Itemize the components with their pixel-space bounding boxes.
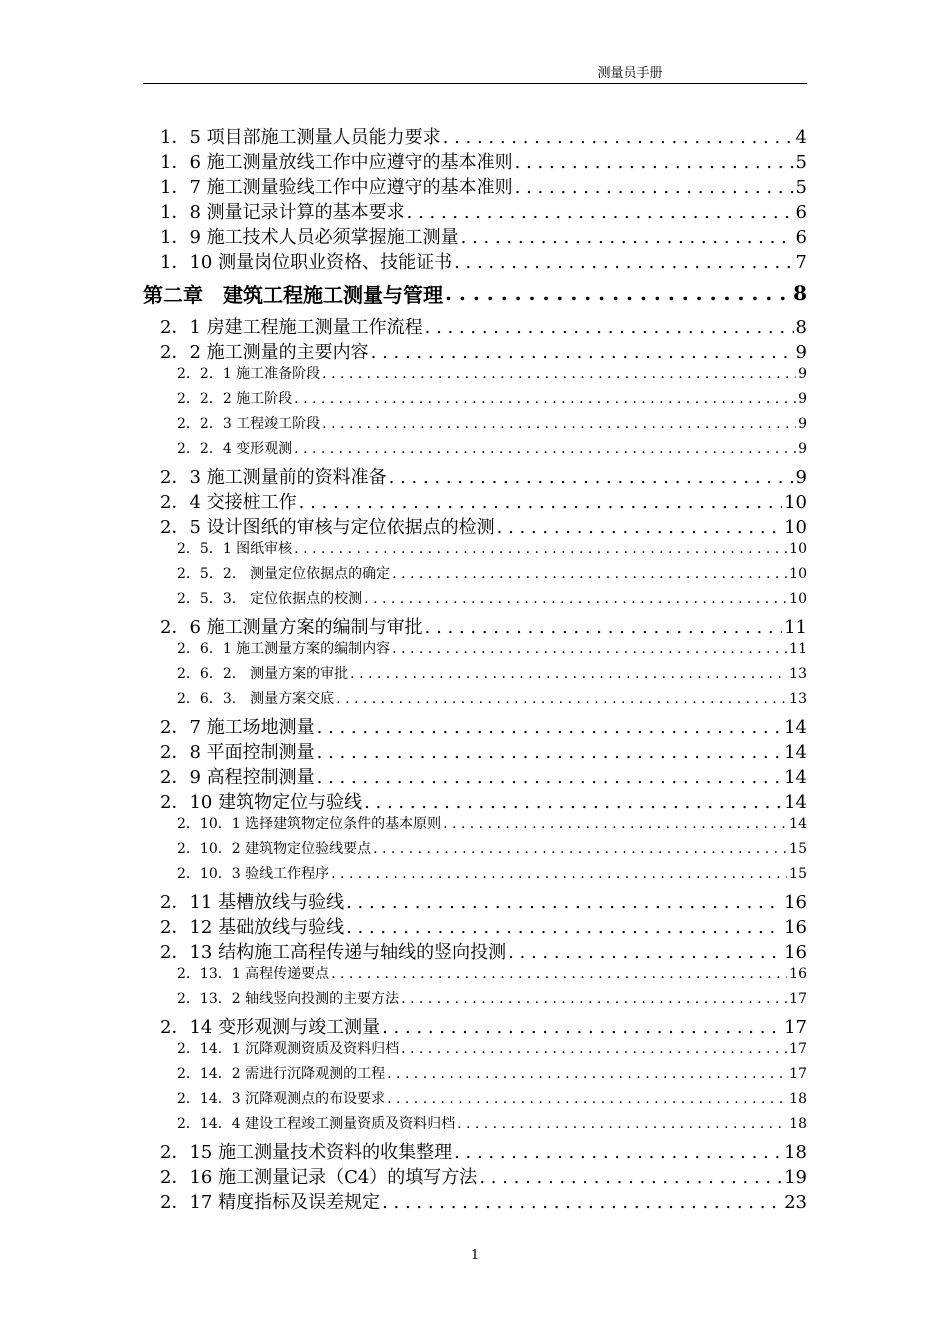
toc-entry-title: 2．6．3. 测量方案交底 xyxy=(177,691,335,707)
toc-entry-title: 1．10 测量岗位职业资格、技能证书 xyxy=(160,252,453,273)
toc-entry[interactable] xyxy=(143,663,807,688)
toc-entry-title: 2．5 设计图纸的审核与定位依据点的检测 xyxy=(160,517,495,538)
page-number: 1 xyxy=(470,1248,480,1263)
toc-dot-leader xyxy=(508,942,782,963)
toc-entry-page: 15 xyxy=(789,841,807,857)
toc-entry-title: 1．6 施工测量放线工作中应遵守的基本准则 xyxy=(160,152,513,173)
toc-entry[interactable] xyxy=(143,1088,807,1113)
toc-dot-leader xyxy=(382,1192,782,1213)
toc-entry-page: 11 xyxy=(784,617,807,638)
toc-entry[interactable] xyxy=(143,838,807,863)
toc-entry-page: 10 xyxy=(784,492,807,513)
toc-entry[interactable] xyxy=(143,463,807,488)
toc-entry-page: 8 xyxy=(793,281,807,305)
toc-entry[interactable] xyxy=(143,713,807,738)
toc-entry-page: 23 xyxy=(784,1192,807,1213)
toc-dot-leader xyxy=(454,1142,782,1163)
toc-entry-page: 6 xyxy=(795,227,807,248)
toc-entry[interactable] xyxy=(143,813,807,838)
toc-dot-leader xyxy=(346,892,782,913)
toc-entry-title: 2．5．3. 定位依据点的校测 xyxy=(177,591,363,607)
toc-entry-page: 17 xyxy=(789,991,807,1007)
toc-entry-title: 2．14．3 沉降观测点的布设要求 xyxy=(177,1091,386,1107)
toc-entry-title: 2．14．1 沉降观测资质及资料归档 xyxy=(177,1041,400,1057)
toc-entry[interactable] xyxy=(143,198,807,223)
toc-entry-page: 16 xyxy=(784,917,807,938)
toc-dot-leader xyxy=(401,1041,787,1057)
toc-entry-title: 2．2．3 工程竣工阶段 xyxy=(177,416,321,432)
toc-entry[interactable] xyxy=(143,913,807,938)
toc-entry[interactable] xyxy=(143,148,807,173)
toc-entry[interactable] xyxy=(143,248,807,273)
toc-entry-page: 14 xyxy=(789,816,807,832)
toc-entry-title: 2．2．2 施工阶段 xyxy=(177,391,293,407)
toc-dot-leader xyxy=(392,641,787,657)
toc-dot-leader xyxy=(425,617,782,638)
toc-dot-leader xyxy=(443,127,794,148)
toc-entry-title: 2．16 施工测量记录（C4）的填写方法 xyxy=(160,1167,478,1188)
toc-dot-leader xyxy=(317,717,782,738)
toc-entry[interactable] xyxy=(143,1163,807,1188)
toc-dot-leader xyxy=(457,1116,787,1132)
toc-entry[interactable] xyxy=(143,1038,807,1063)
toc-entry[interactable] xyxy=(143,1188,807,1213)
toc-entry-page: 4 xyxy=(795,127,807,148)
toc-entry-title: 2．10．2 建筑物定位验线要点 xyxy=(177,841,372,857)
toc-dot-leader xyxy=(364,792,782,813)
toc-entry-title: 2．13．1 高程传递要点 xyxy=(177,966,330,982)
toc-entry-title: 2．6．2. 测量方案的审批 xyxy=(177,666,349,682)
toc-entry[interactable] xyxy=(143,223,807,248)
toc-entry[interactable] xyxy=(143,888,807,913)
toc-entry-page: 5 xyxy=(795,177,807,198)
toc-entry-page: 18 xyxy=(789,1091,807,1107)
toc-entry[interactable] xyxy=(143,863,807,888)
toc-dot-leader xyxy=(461,227,794,248)
toc-entry[interactable] xyxy=(143,563,807,588)
toc-entry[interactable] xyxy=(143,438,807,463)
table-of-contents xyxy=(143,123,807,1213)
toc-dot-leader xyxy=(392,566,787,582)
toc-entry-title: 2．5．1 图纸审核 xyxy=(177,541,293,557)
toc-entry[interactable] xyxy=(143,688,807,713)
toc-entry-title: 2．14 变形观测与竣工测量 xyxy=(160,1017,381,1038)
toc-entry[interactable] xyxy=(143,1013,807,1038)
toc-dot-leader xyxy=(371,342,794,363)
toc-entry-title: 2．3 施工测量前的资料准备 xyxy=(160,467,387,488)
toc-dot-leader xyxy=(322,366,796,382)
toc-dot-leader xyxy=(515,152,794,173)
toc-entry-title: 2．10．3 验线工作程序 xyxy=(177,866,330,882)
toc-entry-page: 13 xyxy=(789,666,807,682)
toc-entry[interactable] xyxy=(143,638,807,663)
toc-dot-leader xyxy=(331,866,787,882)
toc-entry-title: 1．7 施工测量验线工作中应遵守的基本准则 xyxy=(160,177,513,198)
toc-entry-page: 7 xyxy=(795,252,807,273)
toc-entry-title: 2．2 施工测量的主要内容 xyxy=(160,342,369,363)
toc-entry[interactable] xyxy=(143,988,807,1013)
toc-entry-title: 1．5 项目部施工测量人员能力要求 xyxy=(160,127,441,148)
toc-dot-leader xyxy=(294,441,796,457)
toc-dot-leader xyxy=(350,666,787,682)
toc-entry-page: 10 xyxy=(784,517,807,538)
toc-entry-page: 18 xyxy=(784,1142,807,1163)
toc-entry-title: 2．6 施工测量方案的编制与审批 xyxy=(160,617,423,638)
toc-entry-page: 6 xyxy=(795,202,807,223)
toc-entry[interactable] xyxy=(143,1113,807,1138)
toc-entry-page: 14 xyxy=(784,742,807,763)
toc-entry-page: 19 xyxy=(784,1167,807,1188)
toc-dot-leader xyxy=(331,966,787,982)
toc-dot-leader xyxy=(401,991,787,1007)
toc-entry-page: 5 xyxy=(795,152,807,173)
toc-entry-page: 14 xyxy=(784,792,807,813)
toc-dot-leader xyxy=(387,1066,787,1082)
toc-entry[interactable] xyxy=(143,273,807,313)
toc-entry-page: 9 xyxy=(795,467,807,488)
toc-entry[interactable] xyxy=(143,738,807,763)
toc-entry-title: 2．7 施工场地测量 xyxy=(160,717,315,738)
toc-dot-leader xyxy=(294,391,796,407)
toc-entry-title: 2．5．2. 测量定位依据点的确定 xyxy=(177,566,391,582)
toc-entry[interactable] xyxy=(143,338,807,363)
toc-entry-title: 2．1 房建工程施工测量工作流程 xyxy=(160,317,423,338)
toc-entry[interactable] xyxy=(143,173,807,198)
toc-entry-title: 2．13 结构施工高程传递与轴线的竖向投测 xyxy=(160,942,507,963)
toc-entry-title: 2．13．2 轴线竖向投测的主要方法 xyxy=(177,991,400,1007)
toc-entry-page: 14 xyxy=(784,717,807,738)
toc-entry[interactable] xyxy=(143,788,807,813)
toc-entry[interactable] xyxy=(143,488,807,513)
toc-dot-leader xyxy=(346,917,782,938)
toc-entry-page: 14 xyxy=(784,767,807,788)
toc-dot-leader xyxy=(294,541,787,557)
toc-entry[interactable] xyxy=(143,588,807,613)
toc-dot-leader xyxy=(515,177,794,198)
toc-dot-leader xyxy=(454,252,793,273)
toc-entry[interactable] xyxy=(143,1138,807,1163)
toc-entry-title: 2．14．2 需进行沉降观测的工程 xyxy=(177,1066,386,1082)
toc-entry-title: 2．15 施工测量技术资料的收集整理 xyxy=(160,1142,453,1163)
toc-dot-leader xyxy=(407,202,794,223)
toc-dot-leader xyxy=(317,767,782,788)
toc-entry-page: 10 xyxy=(789,566,807,582)
toc-dot-leader xyxy=(443,816,787,832)
toc-entry-title: 2．8 平面控制测量 xyxy=(160,742,315,763)
toc-entry[interactable] xyxy=(143,313,807,338)
toc-entry-page: 17 xyxy=(784,1017,807,1038)
toc-dot-leader xyxy=(425,317,794,338)
toc-entry[interactable] xyxy=(143,388,807,413)
toc-entry-page: 16 xyxy=(784,892,807,913)
toc-dot-leader xyxy=(299,492,782,513)
toc-entry-page: 9 xyxy=(795,342,807,363)
toc-entry[interactable] xyxy=(143,123,807,148)
toc-entry-title: 2．11 基槽放线与验线 xyxy=(160,892,345,913)
toc-entry-title: 2．14．4 建设工程竣工测量资质及资料归档 xyxy=(177,1116,456,1132)
toc-entry-page: 18 xyxy=(789,1116,807,1132)
toc-dot-leader xyxy=(389,467,794,488)
running-header-title: 测量员手册 xyxy=(597,66,663,81)
toc-entry-page: 13 xyxy=(789,691,807,707)
toc-entry[interactable] xyxy=(143,513,807,538)
toc-dot-leader xyxy=(322,416,796,432)
toc-entry[interactable] xyxy=(143,938,807,963)
toc-dot-leader xyxy=(382,1017,782,1038)
toc-entry-title: 2．17 精度指标及误差规定 xyxy=(160,1192,381,1213)
toc-entry-title: 2．6．1 施工测量方案的编制内容 xyxy=(177,641,391,657)
toc-entry-page: 11 xyxy=(789,641,807,657)
toc-entry-title: 2．12 基础放线与验线 xyxy=(160,917,345,938)
toc-entry-title: 1．8 测量记录计算的基本要求 xyxy=(160,202,405,223)
toc-dot-leader xyxy=(479,1167,782,1188)
toc-entry-page: 17 xyxy=(789,1041,807,1057)
toc-entry-title: 2．9 高程控制测量 xyxy=(160,767,315,788)
toc-entry-page: 9 xyxy=(798,441,807,457)
toc-entry-page: 9 xyxy=(798,391,807,407)
toc-entry-title: 2．10．1 选择建筑物定位条件的基本原则 xyxy=(177,816,442,832)
toc-dot-leader xyxy=(373,841,787,857)
toc-entry-page: 10 xyxy=(789,541,807,557)
toc-entry-title: 2．10 建筑物定位与验线 xyxy=(160,792,363,813)
toc-entry-title: 2．2．4 变形观测 xyxy=(177,441,293,457)
toc-dot-leader xyxy=(387,1091,787,1107)
toc-entry[interactable] xyxy=(143,963,807,988)
toc-entry-page: 8 xyxy=(795,317,807,338)
toc-entry-page: 9 xyxy=(798,366,807,382)
header-rule xyxy=(143,83,807,84)
toc-entry-title: 第二章 建筑工程施工测量与管理 xyxy=(143,282,443,307)
toc-dot-leader xyxy=(497,517,782,538)
toc-entry-page: 10 xyxy=(789,591,807,607)
toc-entry-title: 2．2．1 施工准备阶段 xyxy=(177,366,321,382)
toc-entry[interactable] xyxy=(143,613,807,638)
toc-entry-title: 2．4 交接桩工作 xyxy=(160,492,297,513)
toc-entry-page: 17 xyxy=(789,1066,807,1082)
toc-entry[interactable] xyxy=(143,763,807,788)
toc-entry[interactable] xyxy=(143,1063,807,1088)
toc-entry-page: 16 xyxy=(789,966,807,982)
toc-entry-title: 1．9 施工技术人员必须掌握施工测量 xyxy=(160,227,459,248)
toc-entry-page: 9 xyxy=(798,416,807,432)
toc-dot-leader xyxy=(445,281,791,305)
toc-entry[interactable] xyxy=(143,363,807,388)
toc-dot-leader xyxy=(336,691,787,707)
toc-dot-leader xyxy=(364,591,787,607)
toc-entry-page: 16 xyxy=(784,942,807,963)
toc-entry[interactable] xyxy=(143,413,807,438)
toc-entry[interactable] xyxy=(143,538,807,563)
toc-dot-leader xyxy=(317,742,782,763)
toc-entry-page: 15 xyxy=(789,866,807,882)
